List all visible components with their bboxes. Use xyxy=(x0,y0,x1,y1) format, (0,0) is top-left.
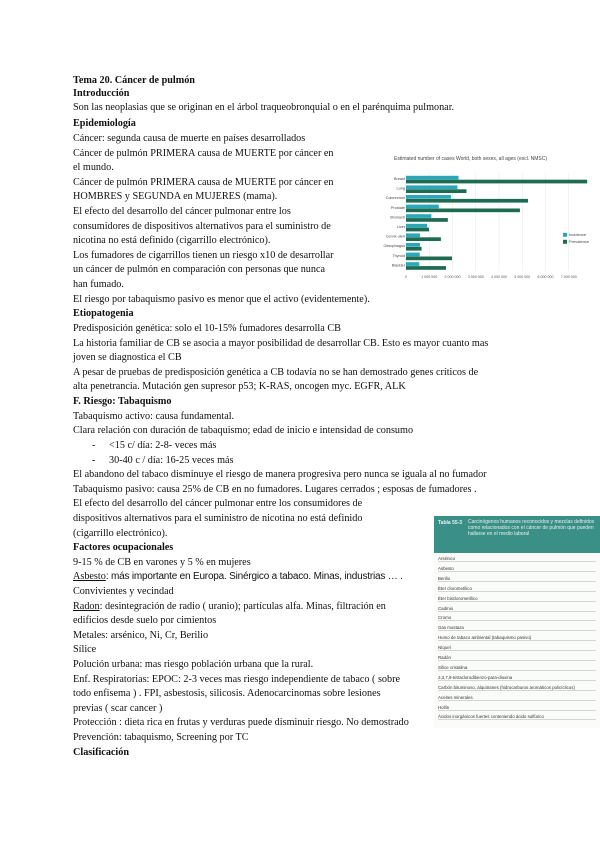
chart-bar-incidence xyxy=(406,205,439,209)
etio-line: alta penetrancia. Mutación gen supresor p53; K-RAS, oncogen myc. EGFR, ALK xyxy=(73,381,406,392)
epi-line: Cáncer de pulmón PRIMERA causa de MUERTE por cáncer en xyxy=(73,177,334,188)
chart-x-tick: 7 000 000 xyxy=(560,275,577,279)
chart-bar-incidence xyxy=(406,195,451,199)
chart-category-label: Bladder xyxy=(391,263,405,268)
risk-line: (cigarrillo electrónico). xyxy=(73,528,168,539)
chart-x-tick: 2 000 000 xyxy=(444,275,461,279)
chart-bar-incidence xyxy=(406,185,457,189)
epi-line: HOMBRES y SEGUNDA en MUJERES (mama). xyxy=(73,191,278,202)
classification-heading: Clasificación xyxy=(73,747,130,758)
epi-line: Cáncer de pulmón PRIMERA causa de MUERTE por cáncer en xyxy=(73,148,334,159)
epi-line: El efecto del desarrollo del cáncer pulmonar entre los xyxy=(73,206,291,217)
occupational-heading: Factores ocupacionales xyxy=(73,542,174,553)
chart-x-tick: 6 000 000 xyxy=(537,275,554,279)
etio-line: Predisposición genética: solo el 10-15% fumadores desarrolla CB xyxy=(73,323,341,334)
occ-line: todo enfisema ) . FPI, asbestosis, silicosis. Adenocarcinomas sobre lesiones xyxy=(73,688,381,699)
risk-line: El efecto del desarrollo del cáncer pulmonar entre los consumidores de xyxy=(73,498,363,509)
table-row: Carbón bituminoso, alquitranes (hidrocarburos aromáticos policíclicos) xyxy=(438,685,596,691)
risk-line: Clara relación con duración de tabaquismo; edad de inicio e intensidad de consumo xyxy=(73,425,414,436)
etio-line: La historia familiar de CB se asocia a mayor posibilidad de desarrollar CB. Esto es mayor cuanto mas xyxy=(73,338,489,349)
bullet-dash: - xyxy=(92,440,96,451)
carcinogens-table xyxy=(434,516,600,728)
table-row: Éter clorometílico xyxy=(438,586,596,592)
chart-x-tick: 0 xyxy=(405,275,407,279)
table-label: Tabla 55-3 xyxy=(438,520,463,526)
table-title: Carcinógenos humanos reconocidos y mezclas definidos como relacionados con el cáncer de pulmón que pueden hallarse en el medio laboral xyxy=(468,519,595,537)
chart-bar-prevalence xyxy=(406,218,448,222)
table-row: Asbesto xyxy=(438,566,596,572)
epi-line: nicotina no está definido (cigarrillo electrónico). xyxy=(73,235,271,246)
table-row: Cadmio xyxy=(438,606,596,612)
etiopathogenesis-heading: Etiopatogenia xyxy=(73,308,134,319)
epi-line: el mundo. xyxy=(73,162,114,173)
chart-bar-prevalence xyxy=(406,266,446,270)
table-row: Humo de tabaco ambiental (tabaquismo pasivo) xyxy=(438,635,596,641)
chart-bar-prevalence xyxy=(406,209,520,213)
chart-category-label: Liver xyxy=(396,225,405,229)
chart-bar-incidence xyxy=(406,214,431,218)
occ-line: edificios desde suelo por cimientos xyxy=(73,615,217,626)
occ-line: 9-15 % de CB en varones y 5 % en mujeres xyxy=(73,557,251,568)
chart-bar-incidence xyxy=(406,233,420,237)
table-row: Gas mostaza xyxy=(438,625,596,631)
table-row: Hollín xyxy=(438,705,596,711)
occ-line: Convivientes y vecindad xyxy=(73,586,174,597)
chart-bar-incidence xyxy=(406,253,420,257)
chart-legend-label: Incidence xyxy=(569,232,587,237)
occ-line: previas ( scar cancer ) xyxy=(73,703,163,714)
chart-legend-swatch xyxy=(563,233,567,237)
epi-line: El riesgo por tabaquismo pasivo es menor que el activo (evidentemente). xyxy=(73,294,370,305)
chart-category-label: Cervix uteri xyxy=(385,234,405,239)
chart-legend-label: Prevalence xyxy=(569,239,590,244)
occ-line: Polución urbana: mas riesgo población urbana que la rural. xyxy=(73,659,314,670)
table-row: 2,3,7,8-tetraclorodibenzo-para-dioxina xyxy=(438,675,596,681)
radon-label: Radon xyxy=(73,601,100,612)
chart-title: Estimated number of cases World, both sexes, all ages (excl. NMSC) xyxy=(394,156,548,162)
chart-bar-incidence xyxy=(406,176,459,180)
table-row: Cromo xyxy=(438,615,596,621)
risk-bullet: 30-40 c / día: 16-25 veces más xyxy=(109,455,234,466)
etio-line: joven se diagnostica el CB xyxy=(73,352,182,363)
intro-heading: Introducción xyxy=(73,88,130,99)
epi-line: un cáncer de pulmón en comparación con personas que nunca xyxy=(73,264,326,275)
epi-line: consumidores de dispositivos alternativos para el suministro de xyxy=(73,221,331,232)
occ-line: Enf. Respiratorias: EPOC: 2-3 veces mas riesgo independiente de tabaco ( sobre xyxy=(73,674,401,685)
occ-line: Sílice xyxy=(73,644,97,655)
chart-bar-incidence xyxy=(406,262,419,266)
asbesto-text: : más importante en Europa. Sinérgico a tabaco. Minas, industrias … . xyxy=(105,571,403,582)
chart-legend-swatch xyxy=(563,240,567,244)
table-row: Aceites minerales xyxy=(438,695,596,701)
chart-x-tick: 3 000 000 xyxy=(467,275,484,279)
chart-category-label: Lung xyxy=(396,186,405,191)
bullet-dash: - xyxy=(92,455,96,466)
table-row: Éter bisclorometílico xyxy=(438,596,596,602)
risk-bullet: <15 c/ día: 2-8- veces más xyxy=(109,440,217,451)
cancer-incidence-chart xyxy=(383,153,600,279)
asbesto-line xyxy=(73,571,403,583)
chart-x-tick: 5 000 000 xyxy=(514,275,531,279)
asbesto-label: Asbesto xyxy=(73,571,106,582)
chart-bar-incidence xyxy=(406,243,420,247)
chart-x-tick: 1 000 000 xyxy=(421,275,438,279)
occ-line: Protección : dieta rica en frutas y verduras puede disminuir riesgo. No demostrado xyxy=(73,717,409,728)
risk-heading: F. Riesgo: Tabaquismo xyxy=(73,396,172,407)
chart-bar-prevalence xyxy=(406,247,422,251)
table-row: Ácidos inorgánicos fuertes conteniendo ácido sulfúrico xyxy=(438,714,596,720)
intro-text: Son las neoplasias que se originan en el árbol traqueobronquial o en el parénquima pulmonar. xyxy=(73,102,455,113)
table-row: Sílice cristalina xyxy=(438,665,596,671)
chart-category-label: Colorectum xyxy=(385,196,405,201)
chart-bar-prevalence xyxy=(406,189,466,193)
page-title: Tema 20. Cáncer de pulmón xyxy=(73,75,195,86)
epi-line: Los fumadores de cigarrillos tienen un riesgo x10 de desarrollar xyxy=(73,250,334,261)
occ-line: Metales: arsénico, Ni, Cr, Berilio xyxy=(73,630,209,641)
table-row: Níquel xyxy=(438,645,596,651)
risk-line: dispositivos alternativos para el suministro de nicotina no está definido xyxy=(73,513,363,524)
chart-bar-prevalence xyxy=(406,228,429,232)
table-header xyxy=(434,516,600,553)
chart-category-label: Stomach xyxy=(390,215,405,220)
chart-bar-prevalence xyxy=(406,257,452,261)
table-row: Arsénico xyxy=(438,556,596,562)
radon-line xyxy=(73,601,386,613)
table-row: Radón xyxy=(438,655,596,661)
radon-text: : desintegración de radio ( uranio); partículas alfa. Minas, filtración en xyxy=(99,601,386,612)
chart-bar-prevalence xyxy=(406,237,441,241)
chart-bar-prevalence xyxy=(406,180,587,184)
occ-line: Prevención: tabaquismo, Screening por TC xyxy=(73,732,249,743)
chart-category-label: Thyroid xyxy=(392,253,405,258)
epi-line: han fumado. xyxy=(73,279,124,290)
risk-line: Tabaquismo activo: causa fundamental. xyxy=(73,411,235,422)
epidemiology-heading: Epidemiología xyxy=(73,118,136,129)
epi-line: Cáncer: segunda causa de muerte en países desarrollados xyxy=(73,133,306,144)
chart-x-tick: 4 000 000 xyxy=(491,275,507,279)
risk-line: Tabaquismo pasivo: causa 25% de CB en no fumadores. Lugares cerrados ; esposas de fumadores . xyxy=(73,484,477,495)
chart-svg xyxy=(383,153,600,279)
chart-bar-prevalence xyxy=(406,199,528,203)
chart-category-label: Prostate xyxy=(390,205,405,210)
chart-category-label: Breast xyxy=(394,177,405,181)
chart-bar-incidence xyxy=(406,224,427,228)
etio-line: A pesar de pruebas de predisposición genética a CB todavía no se han demostrado genes críticos de xyxy=(73,367,479,378)
chart-category-label: Oesophagus xyxy=(383,244,405,249)
risk-line: El abandono del tabaco disminuye el riesgo de manera progresiva pero nunca se iguala al no fumador xyxy=(73,469,487,480)
table-row: Berilio xyxy=(438,576,596,582)
